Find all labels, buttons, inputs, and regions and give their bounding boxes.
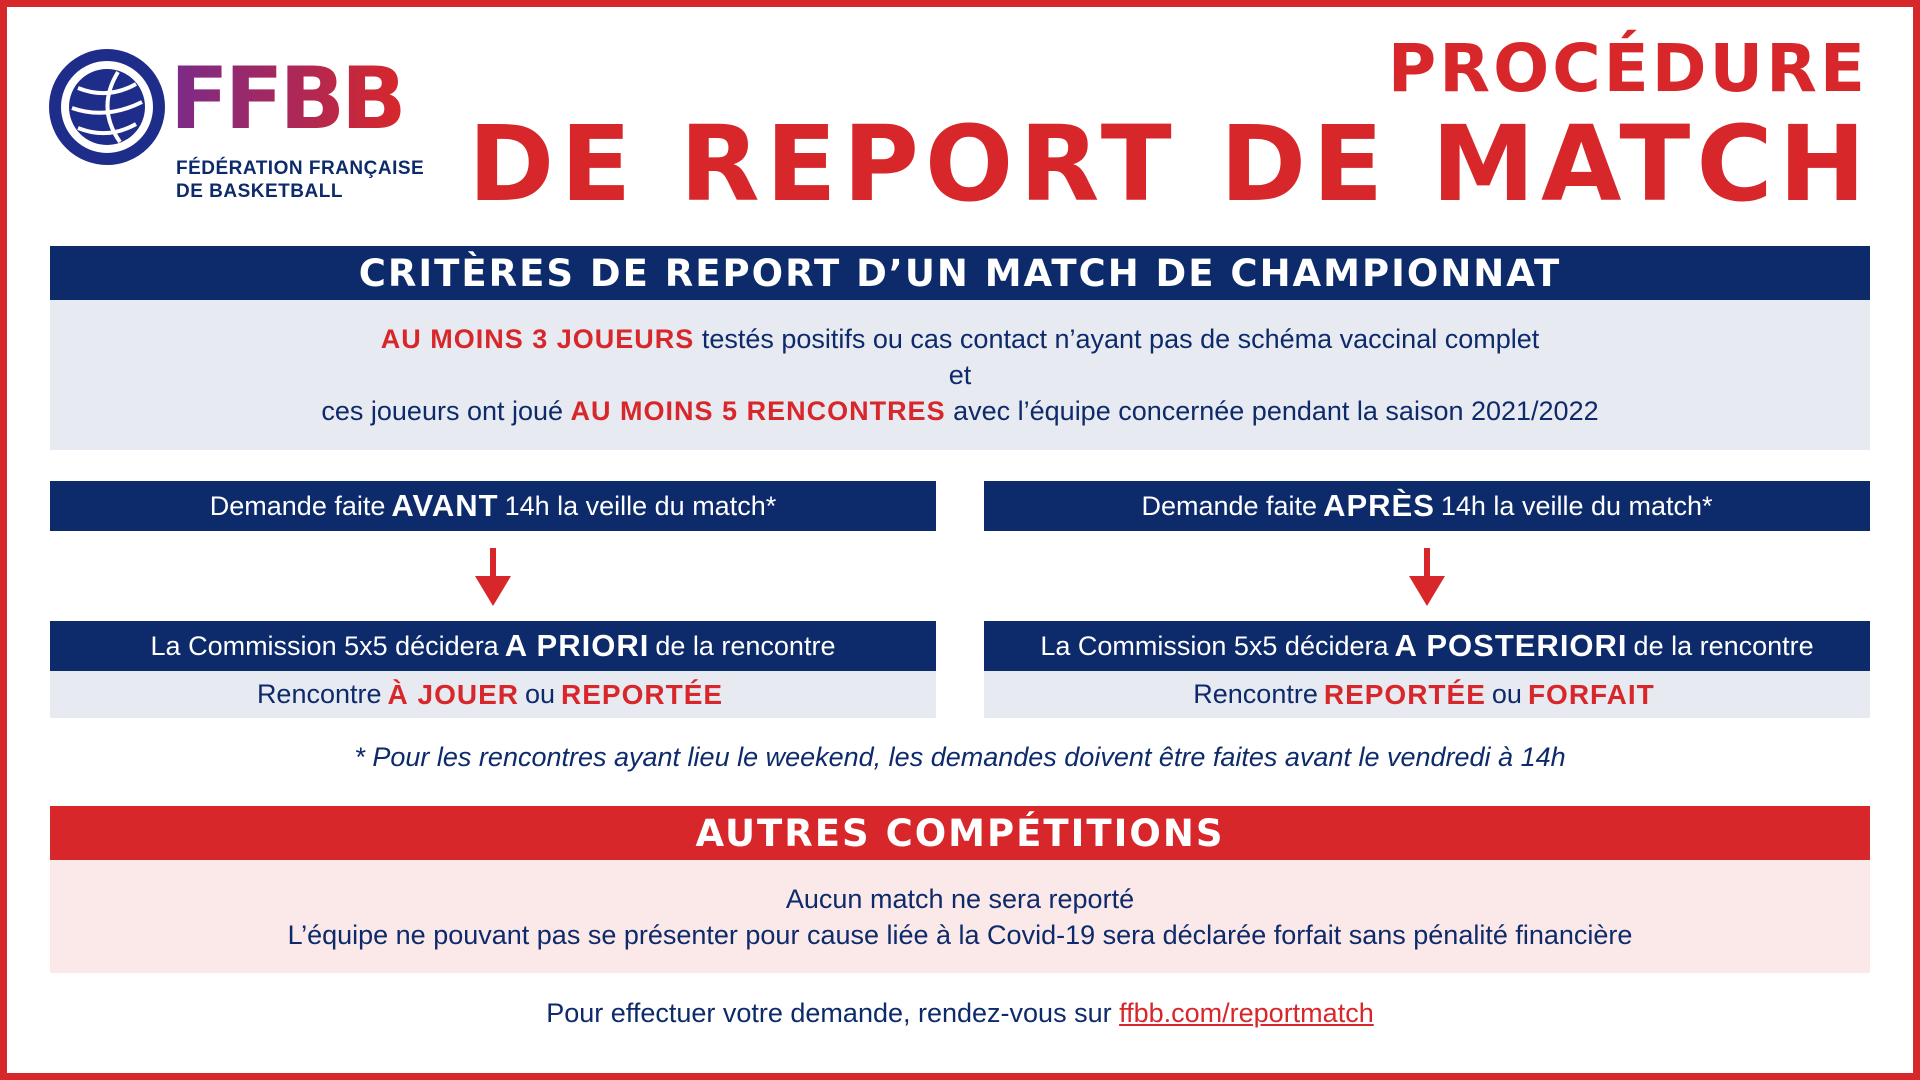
criteria-heading: CRITÈRES DE REPORT D’UN MATCH DE CHAMPIONNAT bbox=[50, 246, 1870, 300]
other-line-1: Aucun match ne sera reporté bbox=[785, 883, 1135, 914]
logo-letters bbox=[170, 49, 403, 161]
other-competitions-body bbox=[50, 860, 1870, 973]
title-line-2: DE REPORT DE MATCH bbox=[468, 103, 1872, 225]
weekend-footnote: * Pour les rencontres ayant lieu le weekend, les demandes doivent être faites avant le vendredi à 14h bbox=[354, 742, 1566, 772]
criteria-line-3-text: avec l’équipe concernée pendant la saison 2021/2022 bbox=[953, 396, 1599, 426]
right-result-or: ou bbox=[1491, 679, 1522, 709]
left-result-option-1: À JOUER bbox=[387, 678, 519, 710]
criteria-connector: et bbox=[948, 360, 972, 390]
left-request-keyword: AVANT bbox=[391, 488, 499, 523]
left-result-option-2: REPORTÉE bbox=[561, 678, 724, 710]
right-result-box bbox=[984, 671, 1870, 718]
svg-text:FFBB: FFBB bbox=[170, 49, 403, 149]
left-request-prefix: Demande faite bbox=[209, 490, 386, 521]
right-decide-prefix: La Commission 5x5 décidera bbox=[1040, 630, 1389, 661]
left-request-bar bbox=[50, 481, 936, 531]
criteria-body bbox=[50, 300, 1870, 450]
left-request-suffix: 14h la veille du match* bbox=[504, 490, 777, 521]
criteria-min-players: AU MOINS 3 JOUEURS bbox=[380, 324, 695, 354]
ffbb-logo bbox=[48, 48, 468, 208]
right-result-option-1: REPORTÉE bbox=[1323, 678, 1486, 710]
report-match-link[interactable]: ffbb.com/reportmatch bbox=[1119, 998, 1374, 1028]
right-decide-keyword: A POSTERIORI bbox=[1394, 628, 1628, 663]
left-result-or: ou bbox=[524, 679, 556, 709]
right-down-arrow-icon bbox=[1407, 548, 1447, 608]
logo-line-2: DE BASKETBALL bbox=[176, 181, 343, 202]
title-line-1: PROCÉDURE bbox=[1387, 30, 1868, 107]
left-result-box bbox=[50, 671, 936, 718]
left-decide-prefix: La Commission 5x5 décidera bbox=[150, 630, 499, 661]
criteria-line-3-start: ces joueurs ont joué bbox=[321, 396, 564, 426]
left-decide-suffix: de la rencontre bbox=[655, 630, 836, 661]
right-request-prefix: Demande faite bbox=[1141, 490, 1318, 521]
criteria-line-1 bbox=[381, 321, 1540, 357]
right-request-bar bbox=[984, 481, 1870, 531]
criteria-min-matches: AU MOINS 5 RENCONTRES bbox=[570, 396, 946, 426]
left-down-arrow-icon bbox=[473, 548, 513, 608]
logo-letters-graphic bbox=[170, 49, 403, 149]
left-result-prefix: Rencontre bbox=[256, 679, 382, 709]
right-request-keyword: APRÈS bbox=[1323, 488, 1435, 523]
footer-text: Pour effectuer votre demande, rendez-vous sur bbox=[546, 998, 1112, 1028]
right-result-option-2: FORFAIT bbox=[1527, 678, 1655, 710]
other-line-2: L’équipe ne pouvant pas se présenter pour cause liée à la Covid-19 sera déclarée forfait sans pénalité financière bbox=[287, 919, 1633, 950]
footer bbox=[50, 998, 1870, 1029]
criteria-line-1-text: testés positifs ou cas contact n’ayant pas de schéma vaccinal complet bbox=[701, 324, 1540, 354]
right-decision-bar bbox=[984, 621, 1870, 671]
right-request-suffix: 14h la veille du match* bbox=[1440, 490, 1713, 521]
basketball-ball-icon bbox=[48, 48, 166, 166]
criteria-line-3 bbox=[321, 393, 1598, 429]
right-decide-suffix: de la rencontre bbox=[1633, 630, 1814, 661]
other-competitions-heading: AUTRES COMPÉTITIONS bbox=[50, 806, 1870, 860]
logo-line-1: FÉDÉRATION FRANÇAISE bbox=[176, 158, 425, 179]
left-decide-keyword: A PRIORI bbox=[504, 628, 650, 663]
right-result-prefix: Rencontre bbox=[1193, 679, 1318, 709]
left-decision-bar bbox=[50, 621, 936, 671]
